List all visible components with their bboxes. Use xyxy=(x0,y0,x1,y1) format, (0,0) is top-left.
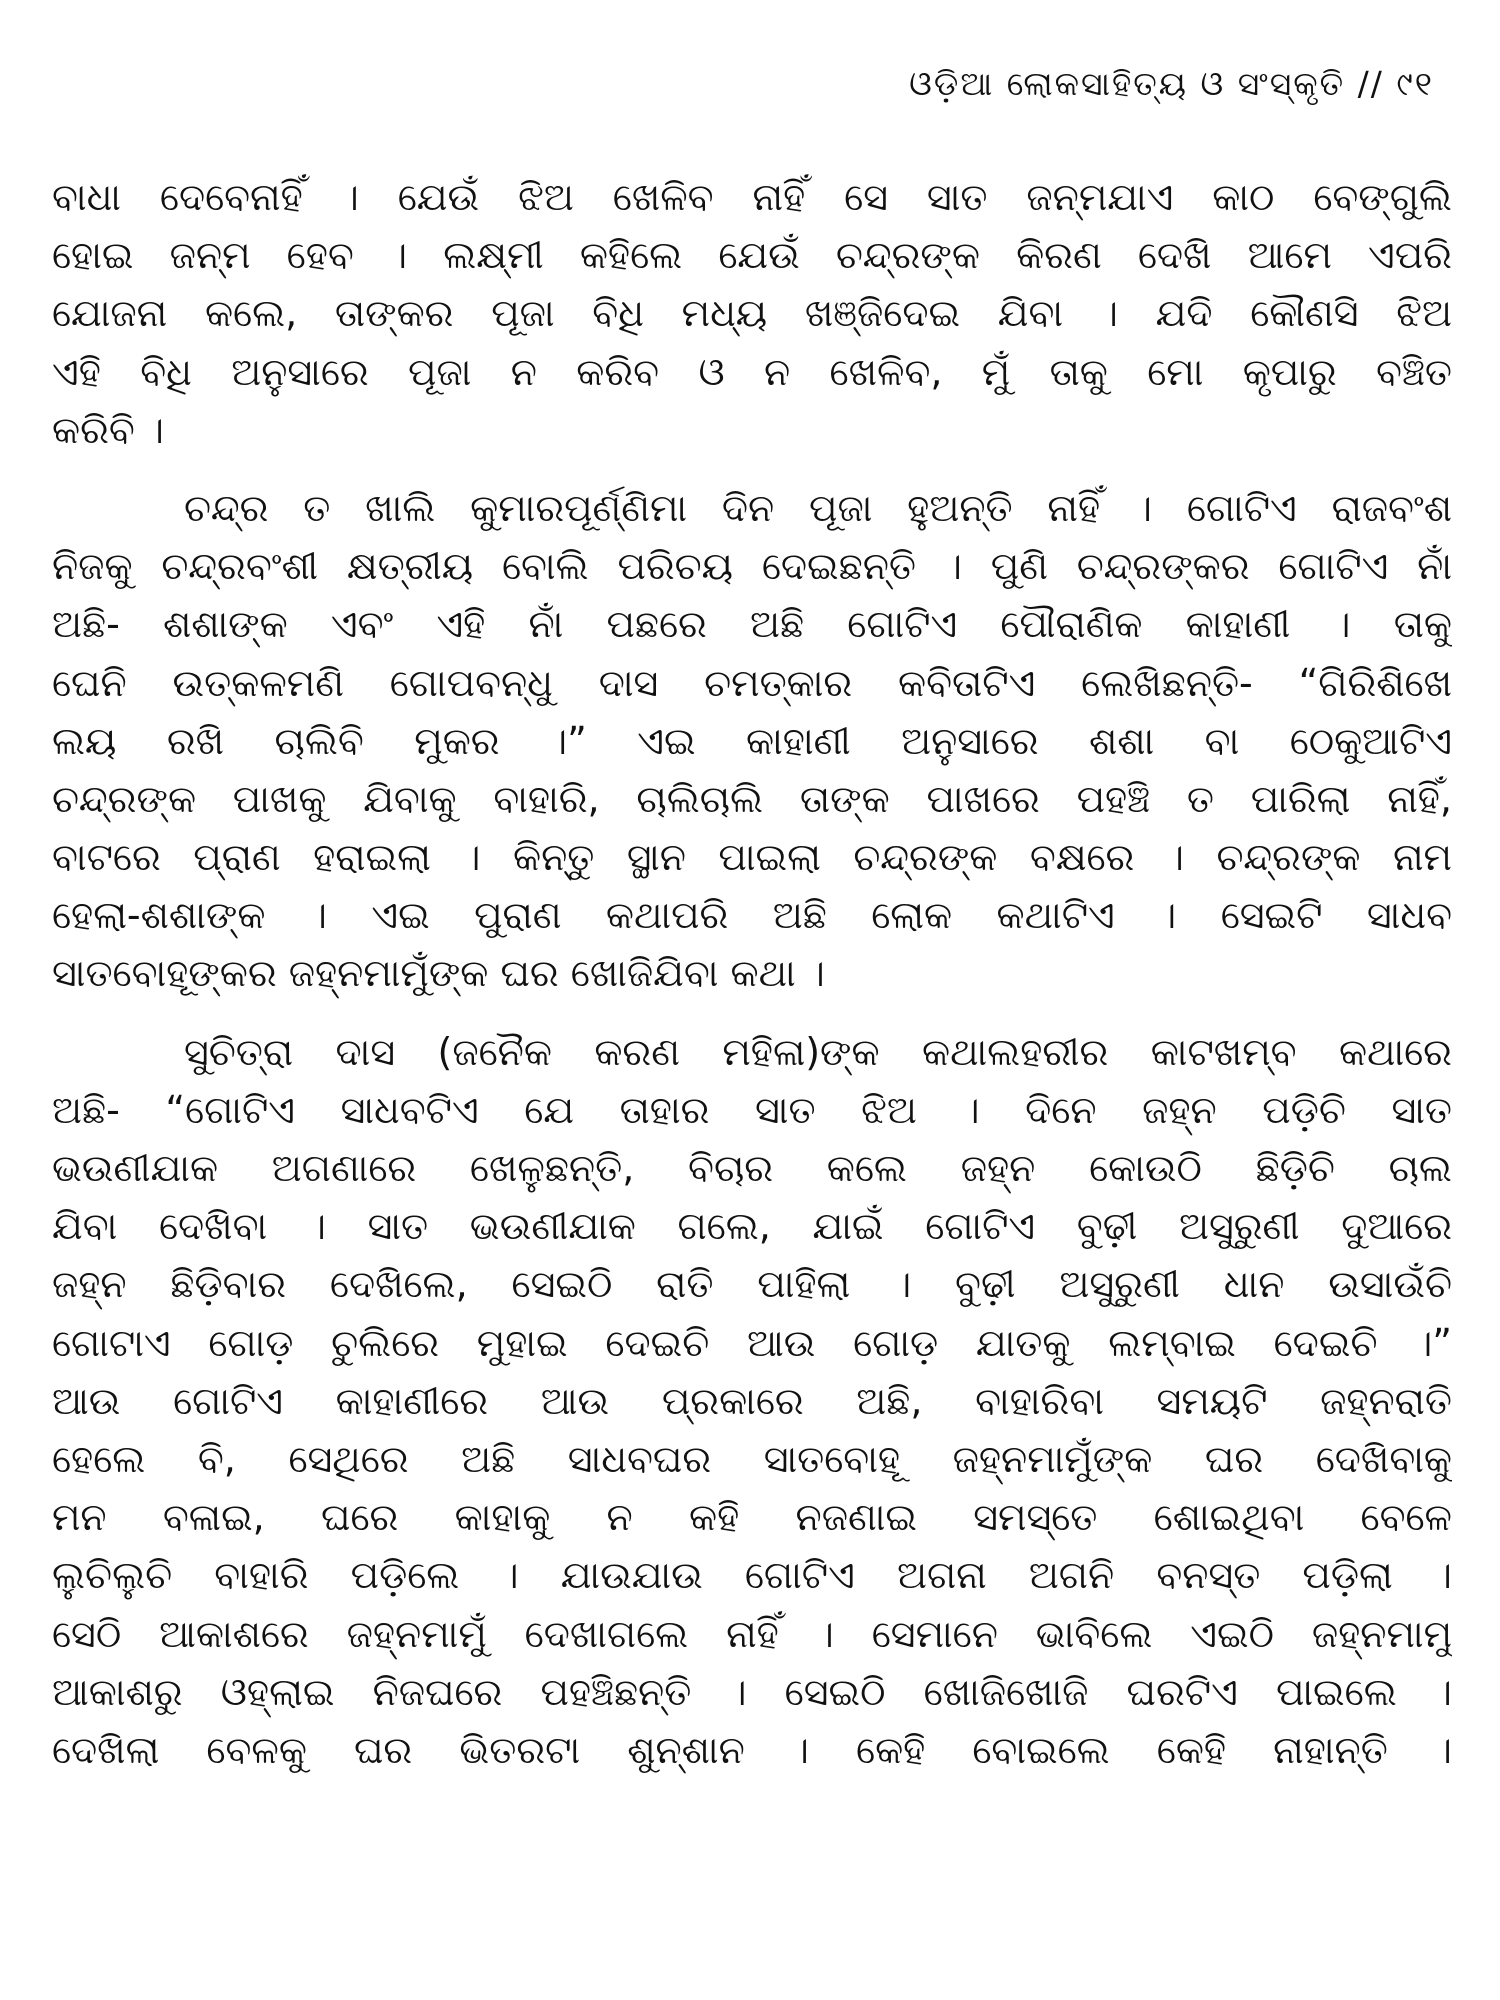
text-line: ସୁଚିତ୍ରା ଦାସ (ଜନୈକ କରଣ ମହିଳା)ଙ୍କ କଥାଲହରୀର କାଟଖମ୍ବ କଥାରେ xyxy=(184,1029,1452,1074)
text-line: ସାତବୋହୂଙ୍କର ଜହ୍ନମାମୁଁଙ୍କ ଘର ଖୋଜିଯିବା କଥା । xyxy=(52,951,825,996)
text-line: ଜହ୍ନ ଛିଡ଼ିବାର ଦେଖିଲେ, ସେଇଠି ରାତି ପାହିଲା । ବୁଢ଼ୀ ଅସୁରୁଣୀ ଧାନ ଉସାଉଁଚି xyxy=(52,1262,1452,1307)
text-line: ସେଠି ଆକାଶରେ ଜହ୍ନମାମୁଁ ଦେଖାଗଲେ ନାହିଁ । ସେମାନେ ଭାବିଲେ ଏଇଠି ଜହ୍ନମାମୁ xyxy=(52,1611,1452,1656)
text-line: ହେଲା-ଶଶାଙ୍କ । ଏଇ ପୁରାଣ କଥାପରି ଅଛି ଲୋକ କଥାଟିଏ । ସେଇଟି ସାଧବ xyxy=(52,893,1452,938)
text-line: ଆଉ ଗୋଟିଏ କାହାଣୀରେ ଆଉ ପ୍ରକାରେ ଅଛି, ବାହାରିବା ସମୟଟି ଜହ୍ନରାତି xyxy=(52,1378,1452,1423)
paragraph-gap xyxy=(52,1003,1452,1023)
paragraph xyxy=(52,168,1452,459)
body-text xyxy=(52,168,1452,1779)
running-header: ଓଡ଼ିଆ ଲୋକସାହିତ୍ୟ ଓ ସଂସ୍କୃତି // ୯୧ xyxy=(909,64,1434,103)
text-line: ଲୟ ରଖି ଚାଲିବି ମୁକର ।” ଏଇ କାହାଣୀ ଅନୁସାରେ ଶଶା ବା ଠେକୁଆଟିଏ xyxy=(52,718,1452,763)
text-line: ବାଧା ଦେବେନାହିଁ । ଯେଉଁ ଝିଅ ଖେଳିବ ନାହିଁ ସେ ସାତ ଜନ୍ମଯାଏ କାଠ ବେଙ୍ଗୁଲି xyxy=(52,175,1452,219)
text-line: ଏହି ବିଧି ଅନୁସାରେ ପୂଜା ନ କରିବ ଓ ନ ଖେଳିବ, ମୁଁ ତାକୁ ମୋ କୃପାରୁ ବଞ୍ଚିତ xyxy=(52,349,1452,394)
text-line: ଅଛି- “ଗୋଟିଏ ସାଧବଟିଏ ଯେ ତାହାର ସାତ ଝିଅ । ଦିନେ ଜହ୍ନ ପଡ଼ିଚି ସାତ xyxy=(52,1087,1452,1132)
text-line: ହୋଇ ଜନ୍ମ ହେବ । ଲକ୍ଷ୍ମୀ କହିଲେ ଯେଉଁ ଚନ୍ଦ୍ରଙ୍କ କିରଣ ଦେଖି ଆମେ ଏପରି xyxy=(52,233,1452,278)
text-line: ଲୁଚିଲୁଚି ବାହାରି ପଡ଼ିଲେ । ଯାଉଯାଉ ଗୋଟିଏ ଅଗନା ଅଗନି ବନସ୍ତ ପଡ଼ିଲା । xyxy=(52,1553,1452,1598)
text-line: ଆକାଶରୁ ଓହ୍ଲାଇ ନିଜଘରେ ପହଞ୍ଚିଛନ୍ତି । ସେଇଠି ଖୋଜିଖୋଜି ଘରଟିଏ ପାଇଲେ । xyxy=(52,1669,1452,1714)
text-line: ନିଜକୁ ଚନ୍ଦ୍ରବଂଶୀ କ୍ଷତ୍ରୀୟ ବୋଲି ପରିଚୟ ଦେଇଛନ୍ତି । ପୁଣି ଚନ୍ଦ୍ରଙ୍କର ଗୋଟିଏ ନାଁ xyxy=(52,544,1452,589)
text-line: ଘେନି ଉତ୍କଳମଣି ଗୋପବନ୍ଧୁ ଦାସ ଚମତ୍କାର କବିତାଟିଏ ଲେଖିଛନ୍ତି- “ଗିରିଶିଖେ xyxy=(52,660,1452,705)
text-line: ବାଟରେ ପ୍ରାଣ ହରାଇଲା । କିନ୍ତୁ ସ୍ଥାନ ପାଇଲା ଚନ୍ଦ୍ରଙ୍କ ବକ୍ଷରେ । ଚନ୍ଦ୍ରଙ୍କ ନାମ xyxy=(52,835,1452,880)
text-line: ଗୋଟାଏ ଗୋଡ଼ ଚୁଲିରେ ମୁହାଇ ଦେଇଚି ଆଉ ଗୋଡ଼ ଯାତକୁ ଲମ୍ବାଇ ଦେଇଚି ।” xyxy=(52,1320,1452,1365)
text-line: ଯିବା ଦେଖିବା । ସାତ ଭଉଣୀଯାକ ଗଲେ, ଯାଇଁ ଗୋଟିଏ ବୁଢ଼ୀ ଅସୁରୁଣୀ ଦୁଆରେ xyxy=(52,1204,1452,1249)
paragraph-gap xyxy=(52,459,1452,479)
text-line: ଚନ୍ଦ୍ରଙ୍କ ପାଖକୁ ଯିବାକୁ ବାହାରି, ଚାଲିଚାଲି ତାଙ୍କ ପାଖରେ ପହଞ୍ଚି ତ ପାରିଲା ନାହିଁ, xyxy=(52,776,1452,821)
text-line: କରିବି । xyxy=(52,407,164,452)
text-line: ଯୋଜନା କଲେ, ତାଙ୍କର ପୂଜା ବିଧି ମଧ୍ୟ ଖଞ୍ଜିଦେଇ ଯିବା । ଯଦି କୌଣସି ଝିଅ xyxy=(52,291,1452,336)
text-line: ମନ ବଳାଇ, ଘରେ କାହାକୁ ନ କହି ନଜଣାଇ ସମସ୍ତେ ଶୋଇଥିବା ବେଳେ xyxy=(52,1495,1452,1540)
paragraph xyxy=(52,1023,1452,1779)
text-line: ଚନ୍ଦ୍ର ତ ଖାଲି କୁମାରପୂର୍ଣ୍ଣିମା ଦିନ ପୂଜା ହୁଅନ୍ତି ନାହିଁ । ଗୋଟିଏ ରାଜବଂଶ xyxy=(184,485,1452,530)
text-line: ଦେଖିଲା ବେଳକୁ ଘର ଭିତରଟା ଶୁନ୍‌ଶାନ । କେହି ବୋଇଲେ କେହି ନାହାନ୍ତି । xyxy=(52,1727,1452,1772)
text-line: ହେଲେ ବି, ସେଥିରେ ଅଛି ସାଧବଘର ସାତବୋହୂ ଜହ୍ନମାମୁଁଙ୍କ ଘର ଦେଖିବାକୁ xyxy=(52,1436,1452,1481)
text-line: ଅଛି- ଶଶାଙ୍କ ଏବଂ ଏହି ନାଁ ପଛରେ ଅଛି ଗୋଟିଏ ପୌରାଣିକ କାହାଣୀ । ତାକୁ xyxy=(52,602,1452,647)
paragraph xyxy=(52,479,1452,1003)
text-line: ଭଉଣୀଯାକ ଅଗଣାରେ ଖେଳୁଛନ୍ତି, ବିଚାର କଲେ ଜହ୍ନ କୋଉଠି ଛିଡ଼ିଚି ଚାଲ xyxy=(52,1146,1452,1190)
